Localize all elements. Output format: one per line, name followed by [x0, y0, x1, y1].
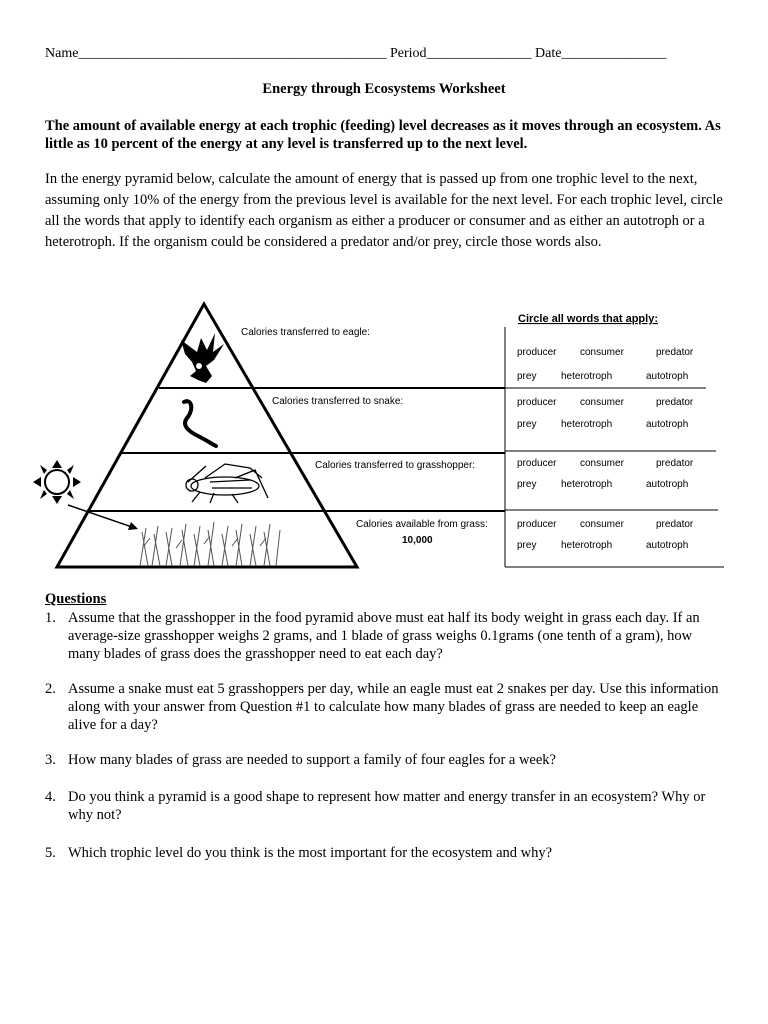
word-row-eagle	[517, 347, 694, 382]
question-number: 1.	[45, 610, 56, 626]
instructions-paragraph: In the energy pyramid below, calculate the amount of energy that is passed up from one trophic level to the next, assuming only 10% of the energy from the previous level is available for the next level. For each trophic level, circle all the words that apply to identify each organism as either a producer or consumer and as either an autotroph or a heterotroph. If the organism could be considered a predator and/or prey, circle those words also.	[45, 171, 723, 250]
word-predator[interactable]: predator	[656, 397, 694, 408]
word-row-grass	[517, 519, 694, 551]
question-2	[45, 680, 725, 734]
word-consumer[interactable]: consumer	[580, 347, 624, 358]
word-heterotroph[interactable]: heterotroph	[561, 419, 613, 430]
word-prey[interactable]: prey	[517, 371, 537, 382]
word-predator[interactable]: predator	[656, 519, 694, 530]
word-consumer[interactable]: consumer	[580, 397, 624, 408]
word-producer[interactable]: producer	[517, 458, 557, 469]
word-autotroph[interactable]: autotroph	[646, 540, 689, 551]
word-prey[interactable]: prey	[517, 419, 537, 430]
question-1	[45, 609, 725, 663]
grass-icon	[140, 522, 280, 566]
page-title: Energy through Ecosystems Worksheet	[262, 81, 506, 97]
word-predator[interactable]: predator	[656, 347, 694, 358]
word-autotroph[interactable]: autotroph	[646, 479, 689, 490]
questions-heading: Questions	[45, 591, 107, 607]
question-5	[45, 844, 725, 862]
word-heterotroph[interactable]: heterotroph	[561, 540, 613, 551]
word-row-grasshopper	[517, 458, 694, 490]
date-label: Date	[535, 46, 562, 61]
period-field[interactable]: _______________	[426, 46, 532, 61]
grass-calories-value: 10,000	[402, 535, 433, 546]
word-consumer[interactable]: consumer	[580, 519, 624, 530]
pyramid-outline	[57, 304, 357, 567]
word-prey[interactable]: prey	[517, 479, 537, 490]
grass-calories-label: Calories available from grass:	[356, 519, 488, 530]
name-field[interactable]: ____________________________________________	[78, 46, 387, 61]
grasshopper-calories-label: Calories transferred to grasshopper:	[315, 460, 476, 471]
word-row-snake	[517, 397, 694, 430]
date-field[interactable]: _______________	[561, 46, 667, 61]
word-producer[interactable]: producer	[517, 519, 557, 530]
sun-arrow	[68, 505, 132, 527]
eagle-calories-label: Calories transferred to eagle:	[241, 327, 370, 338]
snake-icon	[184, 401, 216, 446]
word-producer[interactable]: producer	[517, 347, 557, 358]
question-text: Assume that the grasshopper in the food pyramid above must eat half its body weight in grass each day. If an average-size grasshopper weighs 2 grams, and 1 blade of grass weighs 0.1grams (one tenth of a gram), how many blades of grass does the grasshopper need to eat each day?	[68, 610, 700, 662]
question-number: 2.	[45, 681, 56, 697]
question-number: 3.	[45, 752, 56, 768]
question-number: 4.	[45, 789, 56, 805]
question-text: Do you think a pyramid is a good shape to represent how matter and energy transfer in an ecosystem? Why or why not?	[68, 789, 706, 823]
arrow-head	[128, 522, 138, 530]
question-4	[45, 788, 725, 824]
word-predator[interactable]: predator	[656, 458, 694, 469]
intro-bold-paragraph: The amount of available energy at each trophic (feeding) level decreases as it moves through an ecosystem. As little as 10 percent of the energy at any level is transferred up to the next level.	[45, 118, 721, 152]
sun-icon	[33, 460, 81, 504]
energy-pyramid-diagram	[0, 290, 768, 580]
word-autotroph[interactable]: autotroph	[646, 419, 689, 430]
period-label: Period	[389, 46, 427, 61]
word-heterotroph[interactable]: heterotroph	[561, 479, 613, 490]
question-text: Assume a snake must eat 5 grasshoppers per day, while an eagle must eat 2 snakes per day. Use this information along with your answer from Question #1 to calculate how many blades of grass are needed to keep an eagle alive for a day?	[68, 681, 719, 733]
question-3	[45, 751, 725, 769]
grasshopper-icon	[186, 464, 268, 503]
word-autotroph[interactable]: autotroph	[646, 371, 689, 382]
word-consumer[interactable]: consumer	[580, 458, 624, 469]
question-number: 5.	[45, 845, 56, 861]
eagle-icon	[181, 333, 224, 383]
worksheet-header	[45, 46, 666, 62]
word-producer[interactable]: producer	[517, 397, 557, 408]
snake-calories-label: Calories transferred to snake:	[272, 396, 404, 407]
word-prey[interactable]: prey	[517, 540, 537, 551]
question-text: Which trophic level do you think is the most important for the ecosystem and why?	[68, 845, 553, 861]
word-heterotroph[interactable]: heterotroph	[561, 371, 613, 382]
circle-words-header: Circle all words that apply:	[518, 313, 658, 325]
question-text: How many blades of grass are needed to support a family of four eagles for a week?	[68, 752, 556, 768]
name-label: Name	[45, 46, 79, 61]
